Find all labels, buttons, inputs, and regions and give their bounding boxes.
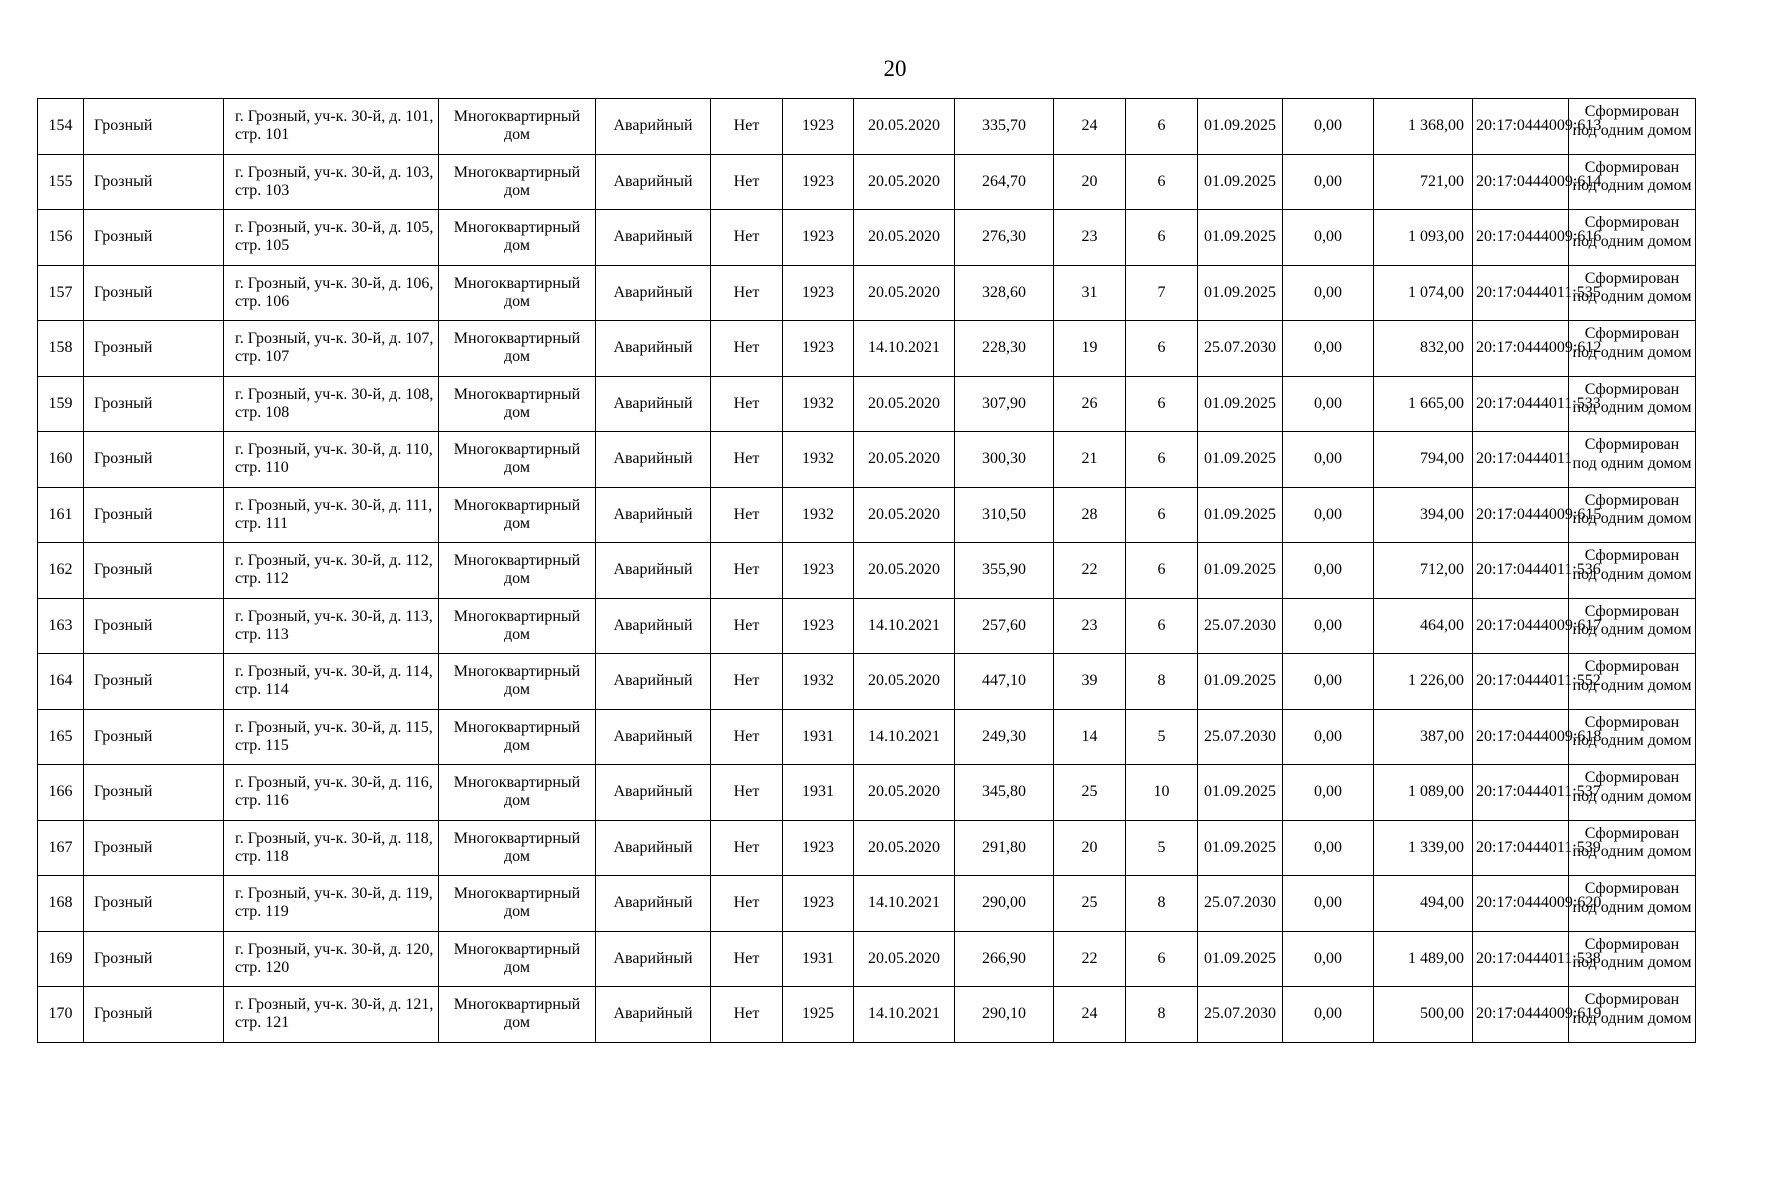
deadline-cell: 01.09.2025: [1198, 210, 1283, 266]
value-cell: 0,00: [1283, 598, 1374, 654]
residents-cell: 23: [1054, 598, 1126, 654]
address-cell: г. Грозный, уч-к. 30-й, д. 106, стр. 106: [224, 265, 439, 321]
building-type-cell: Многоквартирный дом: [439, 99, 596, 155]
units-cell: 5: [1126, 820, 1198, 876]
address-cell: г. Грозный, уч-к. 30-й, д. 105, стр. 105: [224, 210, 439, 266]
building-type-cell: Многоквартирный дом: [439, 543, 596, 599]
status-cell: Сформирован под одним домом: [1569, 210, 1696, 266]
units-cell: 6: [1126, 432, 1198, 488]
land-area-cell: 712,00: [1374, 543, 1473, 599]
flag-cell: Нет: [711, 99, 783, 155]
value-cell: 0,00: [1283, 487, 1374, 543]
building-type-cell: Многоквартирный дом: [439, 765, 596, 821]
row-number: 163: [38, 598, 84, 654]
area-cell: 249,30: [955, 709, 1054, 765]
land-area-cell: 494,00: [1374, 876, 1473, 932]
land-area-cell: 1 074,00: [1374, 265, 1473, 321]
city-cell: Грозный: [84, 321, 224, 377]
area-cell: 257,60: [955, 598, 1054, 654]
flag-cell: Нет: [711, 210, 783, 266]
address-cell: г. Грозный, уч-к. 30-й, д. 113, стр. 113: [224, 598, 439, 654]
area-cell: 328,60: [955, 265, 1054, 321]
cadastral-number-cell: 20:17:0444011:533: [1473, 376, 1569, 432]
year-cell: 1923: [783, 876, 854, 932]
cadastral-number-cell: 20:17:0444011: [1473, 432, 1569, 488]
value-cell: 0,00: [1283, 432, 1374, 488]
building-type-cell: Многоквартирный дом: [439, 598, 596, 654]
building-type-cell: Многоквартирный дом: [439, 154, 596, 210]
condition-cell: Аварийный: [596, 765, 711, 821]
year-cell: 1923: [783, 154, 854, 210]
residents-cell: 31: [1054, 265, 1126, 321]
cadastral-number-cell: 20:17:0444009:614: [1473, 154, 1569, 210]
units-cell: 6: [1126, 376, 1198, 432]
table-row: [38, 432, 1696, 488]
status-cell: Сформирован под одним домом: [1569, 543, 1696, 599]
table-body: [38, 99, 1696, 1043]
table-row: [38, 154, 1696, 210]
city-cell: Грозный: [84, 654, 224, 710]
units-cell: 8: [1126, 876, 1198, 932]
flag-cell: Нет: [711, 432, 783, 488]
address-cell: г. Грозный, уч-к. 30-й, д. 119, стр. 119: [224, 876, 439, 932]
date-cell: 14.10.2021: [854, 987, 955, 1043]
address-cell: г. Грозный, уч-к. 30-й, д. 116, стр. 116: [224, 765, 439, 821]
condition-cell: Аварийный: [596, 654, 711, 710]
table-row: [38, 765, 1696, 821]
status-cell: Сформирован под одним домом: [1569, 265, 1696, 321]
units-cell: 6: [1126, 210, 1198, 266]
condition-cell: Аварийный: [596, 987, 711, 1043]
table-row: [38, 265, 1696, 321]
residents-cell: 25: [1054, 876, 1126, 932]
area-cell: 228,30: [955, 321, 1054, 377]
building-type-cell: Многоквартирный дом: [439, 321, 596, 377]
building-type-cell: Многоквартирный дом: [439, 210, 596, 266]
deadline-cell: 01.09.2025: [1198, 376, 1283, 432]
status-cell: Сформирован под одним домом: [1569, 931, 1696, 987]
address-cell: г. Грозный, уч-к. 30-й, д. 114, стр. 114: [224, 654, 439, 710]
row-number: 154: [38, 99, 84, 155]
city-cell: Грозный: [84, 487, 224, 543]
status-cell: Сформирован под одним домом: [1569, 709, 1696, 765]
row-number: 169: [38, 931, 84, 987]
condition-cell: Аварийный: [596, 598, 711, 654]
residents-cell: 25: [1054, 765, 1126, 821]
city-cell: Грозный: [84, 376, 224, 432]
deadline-cell: 25.07.2030: [1198, 987, 1283, 1043]
row-number: 159: [38, 376, 84, 432]
row-number: 156: [38, 210, 84, 266]
building-type-cell: Многоквартирный дом: [439, 987, 596, 1043]
year-cell: 1931: [783, 765, 854, 821]
date-cell: 20.05.2020: [854, 210, 955, 266]
area-cell: 307,90: [955, 376, 1054, 432]
row-number: 155: [38, 154, 84, 210]
units-cell: 10: [1126, 765, 1198, 821]
status-cell: Сформирован под одним домом: [1569, 376, 1696, 432]
land-area-cell: 387,00: [1374, 709, 1473, 765]
area-cell: 291,80: [955, 820, 1054, 876]
units-cell: 5: [1126, 709, 1198, 765]
city-cell: Грозный: [84, 987, 224, 1043]
table-row: [38, 709, 1696, 765]
cadastral-number-cell: 20:17:0444011:539: [1473, 820, 1569, 876]
year-cell: 1932: [783, 432, 854, 488]
units-cell: 6: [1126, 598, 1198, 654]
status-cell: Сформирован под одним домом: [1569, 987, 1696, 1043]
year-cell: 1923: [783, 99, 854, 155]
deadline-cell: 01.09.2025: [1198, 99, 1283, 155]
address-cell: г. Грозный, уч-к. 30-й, д. 111, стр. 111: [224, 487, 439, 543]
condition-cell: Аварийный: [596, 321, 711, 377]
value-cell: 0,00: [1283, 931, 1374, 987]
date-cell: 14.10.2021: [854, 598, 955, 654]
city-cell: Грозный: [84, 99, 224, 155]
row-number: 168: [38, 876, 84, 932]
condition-cell: Аварийный: [596, 432, 711, 488]
table-row: [38, 543, 1696, 599]
status-cell: Сформирован под одним домом: [1569, 876, 1696, 932]
year-cell: 1923: [783, 820, 854, 876]
date-cell: 14.10.2021: [854, 876, 955, 932]
value-cell: 0,00: [1283, 987, 1374, 1043]
value-cell: 0,00: [1283, 154, 1374, 210]
year-cell: 1923: [783, 210, 854, 266]
land-area-cell: 464,00: [1374, 598, 1473, 654]
land-area-cell: 1 489,00: [1374, 931, 1473, 987]
residents-cell: 39: [1054, 654, 1126, 710]
address-cell: г. Грозный, уч-к. 30-й, д. 101, стр. 101: [224, 99, 439, 155]
city-cell: Грозный: [84, 210, 224, 266]
date-cell: 20.05.2020: [854, 154, 955, 210]
date-cell: 20.05.2020: [854, 376, 955, 432]
date-cell: 20.05.2020: [854, 487, 955, 543]
residents-cell: 14: [1054, 709, 1126, 765]
area-cell: 300,30: [955, 432, 1054, 488]
deadline-cell: 25.07.2030: [1198, 709, 1283, 765]
land-area-cell: 1 368,00: [1374, 99, 1473, 155]
land-area-cell: 794,00: [1374, 432, 1473, 488]
year-cell: 1925: [783, 987, 854, 1043]
date-cell: 20.05.2020: [854, 543, 955, 599]
flag-cell: Нет: [711, 265, 783, 321]
table-row: [38, 376, 1696, 432]
deadline-cell: 01.09.2025: [1198, 487, 1283, 543]
value-cell: 0,00: [1283, 99, 1374, 155]
cadastral-number-cell: 20:17:0444009:618: [1473, 709, 1569, 765]
year-cell: 1923: [783, 265, 854, 321]
year-cell: 1923: [783, 543, 854, 599]
table-row: [38, 931, 1696, 987]
land-area-cell: 832,00: [1374, 321, 1473, 377]
row-number: 165: [38, 709, 84, 765]
year-cell: 1931: [783, 931, 854, 987]
residents-cell: 20: [1054, 154, 1126, 210]
address-cell: г. Грозный, уч-к. 30-й, д. 103, стр. 103: [224, 154, 439, 210]
land-area-cell: 1 093,00: [1374, 210, 1473, 266]
deadline-cell: 25.07.2030: [1198, 876, 1283, 932]
condition-cell: Аварийный: [596, 543, 711, 599]
table-row: [38, 487, 1696, 543]
status-cell: Сформирован под одним домом: [1569, 765, 1696, 821]
deadline-cell: 01.09.2025: [1198, 820, 1283, 876]
status-cell: Сформирован под одним домом: [1569, 654, 1696, 710]
value-cell: 0,00: [1283, 543, 1374, 599]
year-cell: 1932: [783, 376, 854, 432]
status-cell: Сформирован под одним домом: [1569, 154, 1696, 210]
building-type-cell: Многоквартирный дом: [439, 487, 596, 543]
flag-cell: Нет: [711, 654, 783, 710]
value-cell: 0,00: [1283, 876, 1374, 932]
units-cell: 6: [1126, 154, 1198, 210]
deadline-cell: 01.09.2025: [1198, 543, 1283, 599]
table-row: [38, 598, 1696, 654]
flag-cell: Нет: [711, 376, 783, 432]
date-cell: 20.05.2020: [854, 99, 955, 155]
table-row: [38, 987, 1696, 1043]
year-cell: 1923: [783, 598, 854, 654]
date-cell: 20.05.2020: [854, 265, 955, 321]
cadastral-number-cell: 20:17:0444011:552: [1473, 654, 1569, 710]
row-number: 161: [38, 487, 84, 543]
city-cell: Грозный: [84, 820, 224, 876]
address-cell: г. Грозный, уч-к. 30-й, д. 110, стр. 110: [224, 432, 439, 488]
deadline-cell: 01.09.2025: [1198, 154, 1283, 210]
row-number: 167: [38, 820, 84, 876]
value-cell: 0,00: [1283, 709, 1374, 765]
address-cell: г. Грозный, уч-к. 30-й, д. 118, стр. 118: [224, 820, 439, 876]
city-cell: Грозный: [84, 931, 224, 987]
condition-cell: Аварийный: [596, 931, 711, 987]
area-cell: 447,10: [955, 654, 1054, 710]
residents-cell: 23: [1054, 210, 1126, 266]
cadastral-number-cell: 20:17:0444009:615: [1473, 487, 1569, 543]
cadastral-number-cell: 20:17:0444011:537: [1473, 765, 1569, 821]
residents-cell: 19: [1054, 321, 1126, 377]
cadastral-number-cell: 20:17:0444009:613: [1473, 99, 1569, 155]
status-cell: Сформирован под одним домом: [1569, 321, 1696, 377]
units-cell: 6: [1126, 487, 1198, 543]
table-row: [38, 321, 1696, 377]
date-cell: 20.05.2020: [854, 931, 955, 987]
city-cell: Грозный: [84, 709, 224, 765]
status-cell: Сформирован под одним домом: [1569, 99, 1696, 155]
units-cell: 6: [1126, 99, 1198, 155]
area-cell: 290,00: [955, 876, 1054, 932]
deadline-cell: 01.09.2025: [1198, 265, 1283, 321]
table-row: [38, 820, 1696, 876]
address-cell: г. Грозный, уч-к. 30-й, д. 108, стр. 108: [224, 376, 439, 432]
residents-cell: 26: [1054, 376, 1126, 432]
condition-cell: Аварийный: [596, 99, 711, 155]
city-cell: Грозный: [84, 765, 224, 821]
date-cell: 20.05.2020: [854, 820, 955, 876]
flag-cell: Нет: [711, 709, 783, 765]
cadastral-number-cell: 20:17:0444011:536: [1473, 543, 1569, 599]
building-type-cell: Многоквартирный дом: [439, 820, 596, 876]
units-cell: 6: [1126, 321, 1198, 377]
residents-cell: 22: [1054, 931, 1126, 987]
deadline-cell: 01.09.2025: [1198, 765, 1283, 821]
flag-cell: Нет: [711, 987, 783, 1043]
area-cell: 276,30: [955, 210, 1054, 266]
value-cell: 0,00: [1283, 820, 1374, 876]
address-cell: г. Грозный, уч-к. 30-й, д. 121, стр. 121: [224, 987, 439, 1043]
status-cell: Сформирован под одним домом: [1569, 432, 1696, 488]
area-cell: 290,10: [955, 987, 1054, 1043]
building-type-cell: Многоквартирный дом: [439, 931, 596, 987]
deadline-cell: 25.07.2030: [1198, 598, 1283, 654]
building-type-cell: Многоквартирный дом: [439, 709, 596, 765]
condition-cell: Аварийный: [596, 709, 711, 765]
condition-cell: Аварийный: [596, 210, 711, 266]
area-cell: 266,90: [955, 931, 1054, 987]
residents-cell: 20: [1054, 820, 1126, 876]
units-cell: 7: [1126, 265, 1198, 321]
year-cell: 1932: [783, 487, 854, 543]
flag-cell: Нет: [711, 598, 783, 654]
table-row: [38, 876, 1696, 932]
residents-cell: 24: [1054, 99, 1126, 155]
flag-cell: Нет: [711, 931, 783, 987]
value-cell: 0,00: [1283, 321, 1374, 377]
flag-cell: Нет: [711, 321, 783, 377]
city-cell: Грозный: [84, 543, 224, 599]
deadline-cell: 25.07.2030: [1198, 321, 1283, 377]
cadastral-number-cell: 20:17:0444009:612: [1473, 321, 1569, 377]
city-cell: Грозный: [84, 265, 224, 321]
land-area-cell: 500,00: [1374, 987, 1473, 1043]
status-cell: Сформирован под одним домом: [1569, 487, 1696, 543]
page-number: 20: [883, 56, 907, 81]
flag-cell: Нет: [711, 876, 783, 932]
row-number: 158: [38, 321, 84, 377]
year-cell: 1931: [783, 709, 854, 765]
city-cell: Грозный: [84, 432, 224, 488]
city-cell: Грозный: [84, 154, 224, 210]
city-cell: Грозный: [84, 598, 224, 654]
building-type-cell: Многоквартирный дом: [439, 432, 596, 488]
table-row: [38, 654, 1696, 710]
status-cell: Сформирован под одним домом: [1569, 820, 1696, 876]
units-cell: 8: [1126, 654, 1198, 710]
condition-cell: Аварийный: [596, 487, 711, 543]
area-cell: 335,70: [955, 99, 1054, 155]
land-area-cell: 1 339,00: [1374, 820, 1473, 876]
residents-cell: 24: [1054, 987, 1126, 1043]
row-number: 166: [38, 765, 84, 821]
cadastral-number-cell: 20:17:0444009:619: [1473, 987, 1569, 1043]
units-cell: 6: [1126, 931, 1198, 987]
value-cell: 0,00: [1283, 376, 1374, 432]
city-cell: Грозный: [84, 876, 224, 932]
land-area-cell: 1 089,00: [1374, 765, 1473, 821]
cadastral-number-cell: 20:17:0444009:616: [1473, 210, 1569, 266]
cadastral-number-cell: 20:17:0444011:535: [1473, 265, 1569, 321]
deadline-cell: 01.09.2025: [1198, 654, 1283, 710]
row-number: 157: [38, 265, 84, 321]
value-cell: 0,00: [1283, 265, 1374, 321]
deadline-cell: 01.09.2025: [1198, 432, 1283, 488]
flag-cell: Нет: [711, 765, 783, 821]
flag-cell: Нет: [711, 820, 783, 876]
land-area-cell: 1 665,00: [1374, 376, 1473, 432]
deadline-cell: 01.09.2025: [1198, 931, 1283, 987]
cadastral-number-cell: 20:17:0444009:617: [1473, 598, 1569, 654]
flag-cell: Нет: [711, 543, 783, 599]
date-cell: 14.10.2021: [854, 709, 955, 765]
cadastral-number-cell: 20:17:0444009:620: [1473, 876, 1569, 932]
residents-cell: 21: [1054, 432, 1126, 488]
row-number: 170: [38, 987, 84, 1043]
building-type-cell: Многоквартирный дом: [439, 376, 596, 432]
value-cell: 0,00: [1283, 654, 1374, 710]
date-cell: 20.05.2020: [854, 765, 955, 821]
date-cell: 20.05.2020: [854, 654, 955, 710]
condition-cell: Аварийный: [596, 265, 711, 321]
address-cell: г. Грозный, уч-к. 30-й, д. 112, стр. 112: [224, 543, 439, 599]
land-area-cell: 1 226,00: [1374, 654, 1473, 710]
area-cell: 310,50: [955, 487, 1054, 543]
year-cell: 1932: [783, 654, 854, 710]
area-cell: 355,90: [955, 543, 1054, 599]
flag-cell: Нет: [711, 154, 783, 210]
row-number: 162: [38, 543, 84, 599]
year-cell: 1923: [783, 321, 854, 377]
table-row: [38, 210, 1696, 266]
condition-cell: Аварийный: [596, 820, 711, 876]
residents-cell: 22: [1054, 543, 1126, 599]
condition-cell: Аварийный: [596, 376, 711, 432]
land-area-cell: 394,00: [1374, 487, 1473, 543]
address-cell: г. Грозный, уч-к. 30-й, д. 115, стр. 115: [224, 709, 439, 765]
value-cell: 0,00: [1283, 210, 1374, 266]
area-cell: 345,80: [955, 765, 1054, 821]
condition-cell: Аварийный: [596, 876, 711, 932]
flag-cell: Нет: [711, 487, 783, 543]
building-type-cell: Многоквартирный дом: [439, 265, 596, 321]
table-row: [38, 99, 1696, 155]
status-cell: Сформирован под одним домом: [1569, 598, 1696, 654]
building-type-cell: Многоквартирный дом: [439, 876, 596, 932]
area-cell: 264,70: [955, 154, 1054, 210]
date-cell: 14.10.2021: [854, 321, 955, 377]
housing-table: [37, 98, 1696, 1043]
address-cell: г. Грозный, уч-к. 30-й, д. 107, стр. 107: [224, 321, 439, 377]
land-area-cell: 721,00: [1374, 154, 1473, 210]
address-cell: г. Грозный, уч-к. 30-й, д. 120, стр. 120: [224, 931, 439, 987]
cadastral-number-cell: 20:17:0444011:538: [1473, 931, 1569, 987]
condition-cell: Аварийный: [596, 154, 711, 210]
row-number: 164: [38, 654, 84, 710]
date-cell: 20.05.2020: [854, 432, 955, 488]
units-cell: 6: [1126, 543, 1198, 599]
residents-cell: 28: [1054, 487, 1126, 543]
building-type-cell: Многоквартирный дом: [439, 654, 596, 710]
value-cell: 0,00: [1283, 765, 1374, 821]
row-number: 160: [38, 432, 84, 488]
units-cell: 8: [1126, 987, 1198, 1043]
